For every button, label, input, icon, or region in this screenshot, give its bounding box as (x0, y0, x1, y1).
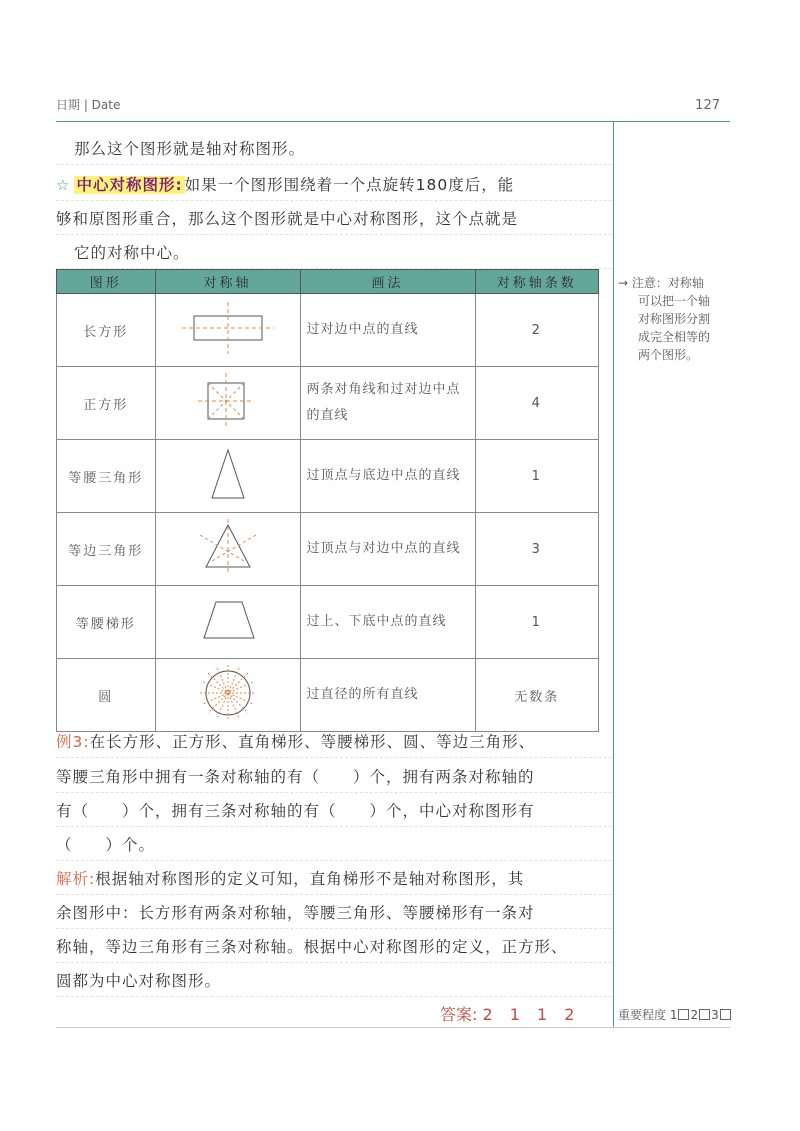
answer-label: 答案: (440, 1005, 478, 1024)
axis-count: 3 (475, 513, 598, 586)
method-text: 过顶点与底边中点的直线 (300, 440, 475, 513)
method-text: 过直径的所有直线 (300, 659, 475, 732)
date-label: 日期 | Date (56, 98, 121, 112)
example-text: 在长方形、正方形、直角梯形、等腰梯形、圆、等边三角形、 (89, 733, 536, 751)
shape-name: 正方形 (57, 367, 156, 440)
circle-icon (156, 659, 300, 727)
axis-count: 1 (475, 440, 598, 513)
definition-text: 如果一个图形围绕着一个点旋转180度后，能 (184, 176, 515, 194)
example-line (56, 723, 612, 758)
side-note-line: 成完全相等的 (638, 330, 711, 344)
shape-name: 等腰梯形 (57, 586, 156, 659)
example-label: 例3: (56, 733, 90, 751)
table-row (57, 586, 599, 659)
answer (440, 1002, 580, 1025)
shape-name: 等腰三角形 (57, 440, 156, 513)
side-note-line: 两个图形。 (638, 348, 699, 362)
definition-title: 中心对称图形: (76, 176, 183, 194)
table-row (57, 367, 599, 440)
example-line: （ ）个。 (56, 826, 612, 861)
top-rule (56, 121, 730, 122)
text-line: 那么这个图形就是轴对称图形。 (56, 130, 612, 165)
table-header-row (57, 270, 599, 294)
analysis-line: 圆都为中心对称图形。 (56, 962, 612, 997)
equilateral-triangle-drawing (155, 513, 300, 586)
column-header: 画法 (300, 270, 475, 294)
importance-2: 2 (690, 1008, 699, 1022)
text-line: 它的对称中心。 (56, 234, 612, 269)
example-line: 等腰三角形中拥有一条对称轴的有（ ）个，拥有两条对称轴的 (56, 758, 612, 793)
circle-drawing (155, 659, 300, 732)
symmetry-table (56, 269, 599, 732)
isosceles-triangle-drawing (155, 440, 300, 513)
checkbox-2[interactable] (699, 1009, 710, 1020)
equilateral-triangle-icon (156, 513, 300, 581)
side-note-line: 可以把一个轴 (638, 294, 711, 308)
table-row (57, 440, 599, 513)
answer-values: 2 1 1 2 (482, 1005, 581, 1024)
isosceles-triangle-icon (156, 440, 300, 508)
importance-label: 重要程度 (618, 1008, 667, 1022)
example-line: 有（ ）个，拥有三条对称轴的有（ ）个，中心对称图形有 (56, 792, 612, 827)
checkbox-1[interactable] (678, 1009, 689, 1020)
square-drawing (155, 367, 300, 440)
square-icon (156, 367, 300, 435)
importance-1: 1 (669, 1008, 678, 1022)
analysis-line (56, 860, 612, 895)
method-text: 两条对角线和过对边中点的直线 (300, 367, 475, 440)
column-header: 图形 (57, 270, 156, 294)
axis-count: 1 (475, 586, 598, 659)
definition-line (56, 166, 612, 201)
table-row (57, 659, 599, 732)
arrow-right-icon: → (618, 276, 629, 290)
shape-name: 圆 (57, 659, 156, 732)
analysis-label: 解析: (56, 870, 96, 888)
bottom-rule (56, 1027, 730, 1028)
shape-name: 长方形 (57, 294, 156, 367)
analysis-line: 称轴，等边三角形有三条对称轴。根据中心对称图形的定义，正方形、 (56, 928, 612, 963)
axis-count: 2 (475, 294, 598, 367)
rectangle-icon (156, 294, 300, 362)
text-line: 够和原图形重合，那么这个图形就是中心对称图形，这个点就是 (56, 200, 612, 235)
side-note (618, 274, 736, 364)
method-text: 过上、下底中点的直线 (300, 586, 475, 659)
axis-count: 无数条 (475, 659, 598, 732)
isosceles-trapezoid-drawing (155, 586, 300, 659)
trapezoid-icon (156, 586, 300, 654)
importance-3: 3 (711, 1008, 719, 1022)
table-row (57, 513, 599, 586)
method-text: 过顶点与对边中点的直线 (300, 513, 475, 586)
axis-count: 4 (475, 367, 598, 440)
side-note-line: 注意：对称轴 (631, 276, 704, 290)
column-header: 对称轴 (155, 270, 300, 294)
shape-name: 等边三角形 (57, 513, 156, 586)
column-header: 对称轴条数 (475, 270, 598, 294)
page-number: 127 (695, 98, 720, 113)
star-outline-icon: ☆ (56, 176, 71, 194)
side-note-line: 对称图形分割 (638, 312, 711, 326)
table-row (57, 294, 599, 367)
checkbox-3[interactable] (720, 1009, 731, 1020)
analysis-text: 根据轴对称图形的定义可知，直角梯形不是轴对称图形，其 (95, 870, 525, 888)
method-text: 过对边中点的直线 (300, 294, 475, 367)
analysis-line: 余图形中：长方形有两条对称轴，等腰三角形、等腰梯形有一条对 (56, 894, 612, 929)
importance-rating (618, 1006, 732, 1023)
rectangle-drawing (155, 294, 300, 367)
margin-rule (613, 121, 614, 1028)
